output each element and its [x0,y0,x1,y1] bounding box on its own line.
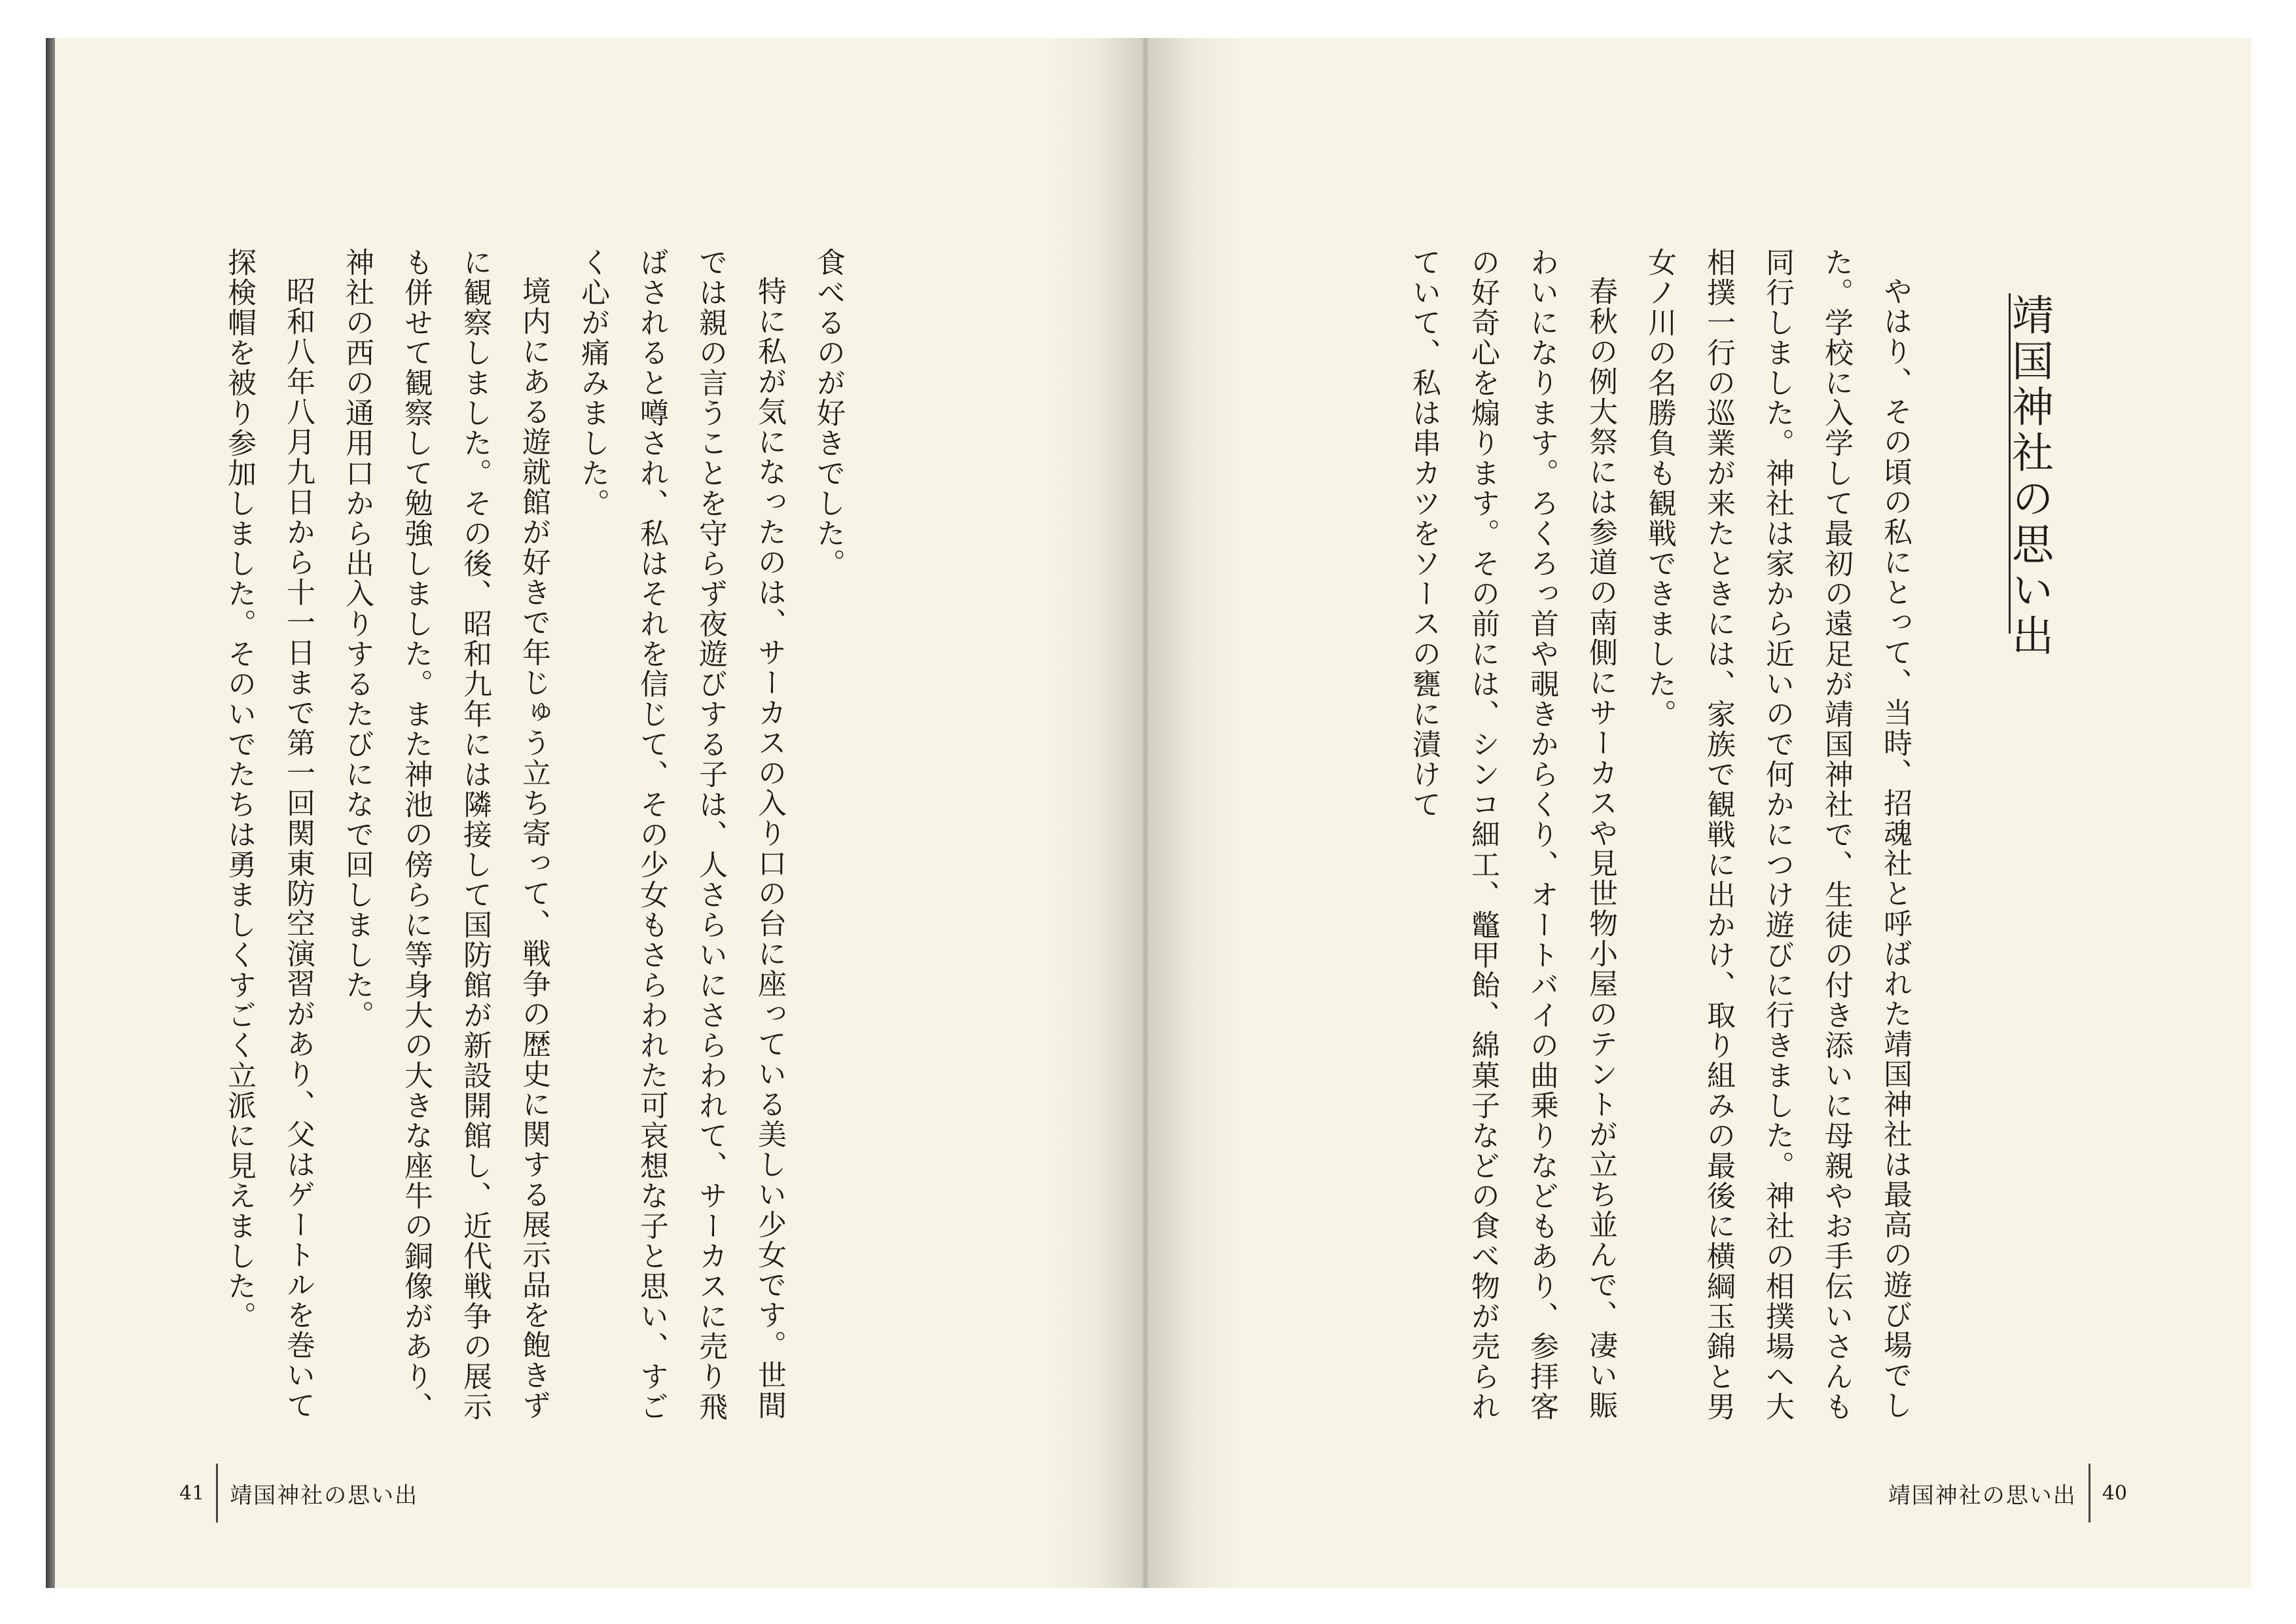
paragraph: 特に私が気になったのは、サーカスの入り口の台に座っている美しい少女です。世間では親の言うことを守らず夜遊びする子は、人さらいにさらわれて、サーカスに売り飛ばされると噂され、私はそれを信じて、その少女もさらわれた可哀想な子と思い、すごく心が痛みました。 [576,247,786,1422]
book-edge [46,38,55,1588]
folio-divider [216,1464,218,1523]
right-page-footer [1888,1464,2127,1523]
left-page-body [124,247,857,1426]
left-page [55,38,1145,1588]
page-number: 40 [2102,1481,2127,1505]
folio-divider [2089,1464,2090,1523]
chapter-title: 靖国神社の思い出 [2005,293,2053,660]
right-page [1145,38,2251,1588]
paragraph: やはり、その頃の私にとって、当時、招魂社と呼ばれた靖国神社は最高の遊び場でした。学校に入学して最初の遠足が靖国神社で、生徒の付き添いに母親やお手伝いさんも同行しました。神社は家から近いので何かにつけ遊びに行きました。神社の相撲場へ大相撲一行の巡業が来たときには、家族で観戦に出かけ、取り組みの最後に横綱玉錦と男女ノ川の名勝負も観戦できました。 [1643,247,1912,1422]
right-page-body [1204,247,1924,1426]
running-head: 靖国神社の思い出 [230,1482,419,1509]
paragraph: 食べるのが好きでした。 [812,247,845,579]
running-head: 靖国神社の思い出 [1888,1482,2077,1509]
left-page-footer [179,1464,418,1523]
page-number: 41 [179,1481,205,1505]
paragraph: 境内にある遊就館が好きで年じゅう立ち寄って、戦争の歴史に関する展示品を飽きずに観察しました。その後、昭和九年には隣接して国防館が新設開館し、近代戦争の展示も併せて観察して勉強しました。また神池の傍らに等身大の大きな座牛の銅像があり、神社の西の通用口から出入りするたびになで回しました。 [340,247,550,1422]
paragraph: 昭和八年八月九日から十一日まで第一回関東防空演習があり、父はゲートルを巻いて探検帽を被り参加しました。そのいでたちは勇ましくすごく立派に見えました。 [223,247,315,1420]
paragraph: 春秋の例大祭には参道の南側にサーカスや見世物小屋のテントが立ち並んで、凄い賑わいになります。ろくろっ首や覗きからくり、オートバイの曲乗りなどもあり、参拝客の好奇心を煽ります。その前には、シンコ細工、鼈甲飴、綿菓子などの食べ物が売られていて、私は串カツをソースの甕に漬けて [1407,247,1617,1422]
